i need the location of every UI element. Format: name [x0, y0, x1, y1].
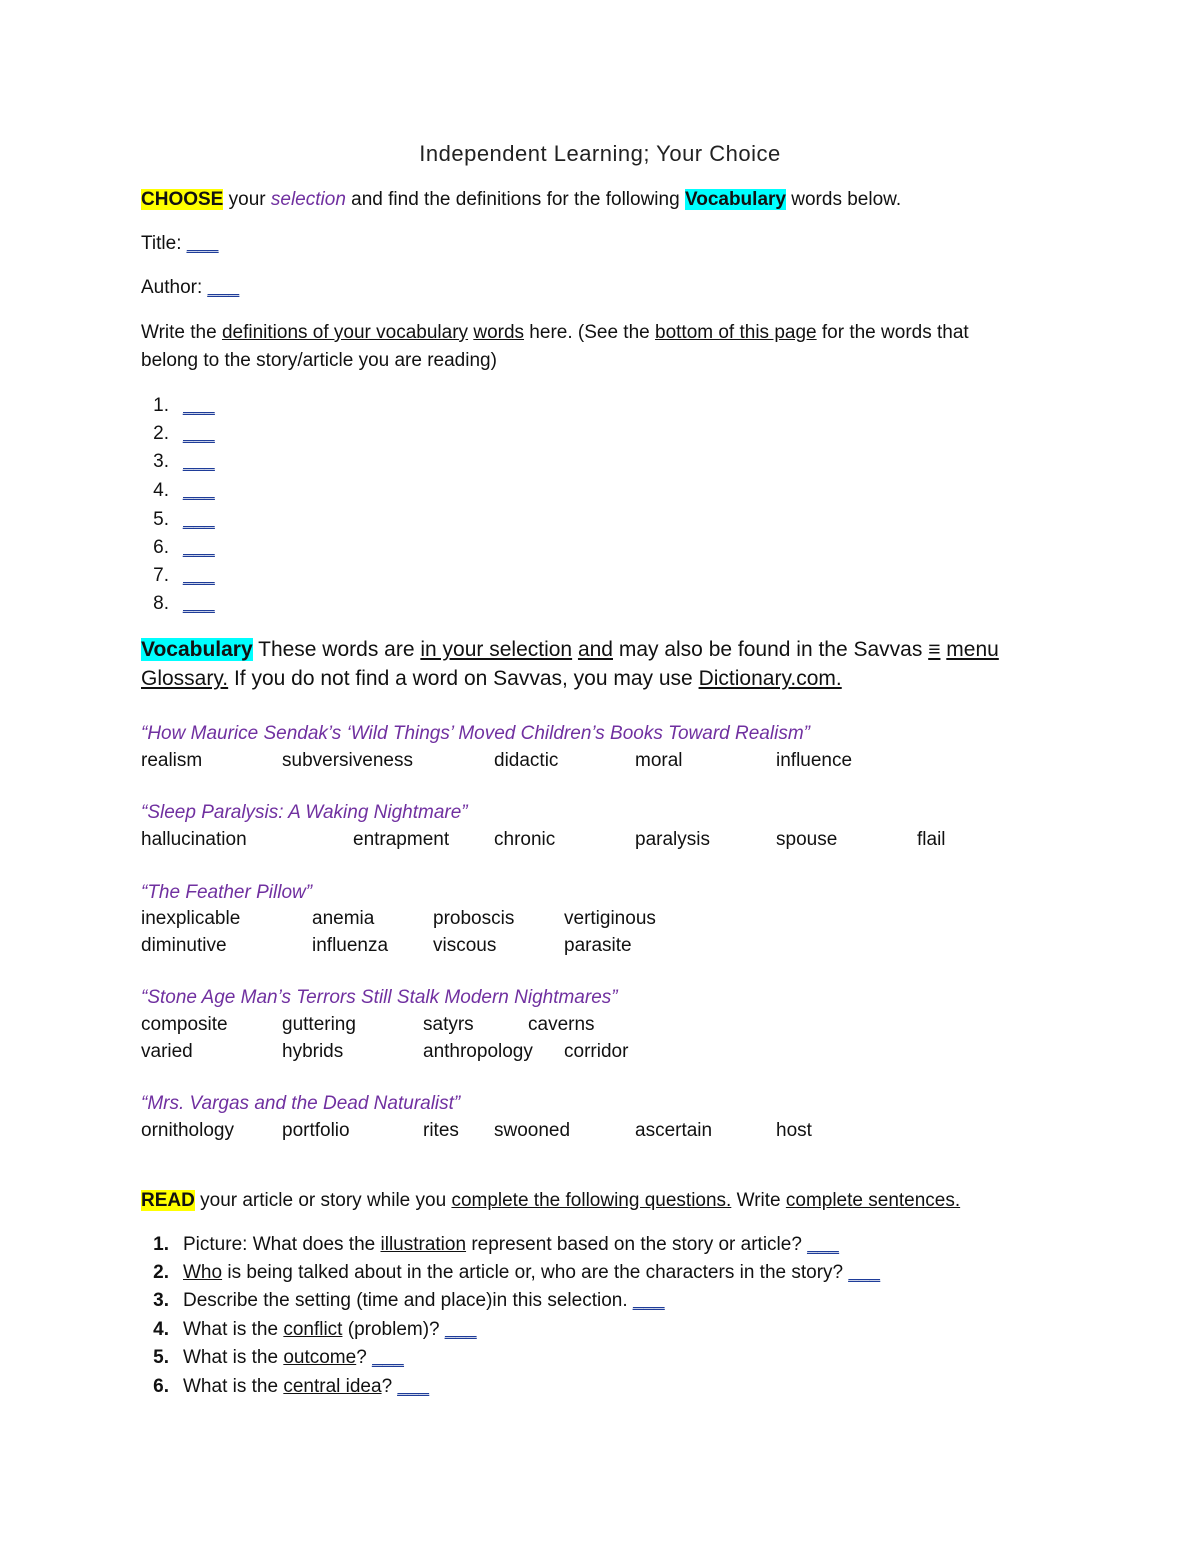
- answer-blank[interactable]: ___: [444, 1319, 477, 1340]
- vocab-word: host: [776, 1120, 812, 1141]
- question-text: ?: [381, 1376, 398, 1397]
- author-blank[interactable]: ___: [207, 277, 240, 298]
- vocab-word: paralysis: [635, 829, 710, 850]
- question-item: [141, 1290, 665, 1312]
- definition-blank[interactable]: ___: [183, 480, 215, 501]
- definition-item: [141, 509, 215, 531]
- definition-number: 8.: [153, 593, 169, 614]
- definition-number: 4.: [153, 480, 169, 501]
- vocab-word: entrapment: [353, 829, 450, 850]
- title-field: [141, 233, 218, 255]
- question-item: [141, 1262, 880, 1284]
- vocab-word: anthropology: [423, 1041, 533, 1062]
- question-text: Picture: What does the: [183, 1234, 381, 1255]
- definition-item: [141, 593, 215, 615]
- question-text: What is the: [183, 1376, 284, 1397]
- vocab-word: hybrids: [282, 1041, 344, 1062]
- write-text-bottom-link: bottom of this page: [655, 322, 817, 343]
- vocab-word: swooned: [494, 1120, 571, 1141]
- definition-number: 1.: [153, 395, 169, 416]
- definition-number: 7.: [153, 565, 169, 586]
- author-field: [141, 277, 239, 299]
- definition-item: [141, 395, 215, 417]
- read-text-c: Write: [731, 1190, 786, 1211]
- choose-keyword: CHOOSE: [141, 189, 224, 210]
- write-text-definitions: definitions of your vocabulary: [221, 322, 469, 343]
- question-item: [141, 1234, 839, 1256]
- menu-icon: ≡: [928, 638, 941, 661]
- vocab-word: spouse: [776, 829, 838, 850]
- definition-item: [141, 451, 215, 473]
- glossary-link[interactable]: Glossary.: [141, 667, 229, 690]
- vocab-note-e: may also be found in the Savvas: [613, 638, 929, 661]
- question-keyword: Who: [183, 1262, 223, 1283]
- read-text-a: your article or story while you: [194, 1190, 452, 1211]
- read-text-sentences: complete sentences.: [785, 1190, 961, 1211]
- definition-number: 5.: [153, 509, 169, 530]
- vocab-word: diminutive: [141, 935, 227, 956]
- story-title: “Stone Age Man’s Terrors Still Stalk Modern Nightmares”: [141, 987, 618, 1008]
- vocab-word: subversiveness: [282, 750, 413, 771]
- question-keyword: outcome: [283, 1347, 357, 1368]
- vocab-word: portfolio: [282, 1120, 350, 1141]
- story-title: “Mrs. Vargas and the Dead Naturalist”: [141, 1093, 461, 1114]
- title-blank[interactable]: ___: [186, 233, 219, 254]
- vocab-word: anemia: [312, 908, 375, 929]
- vocab-word: ornithology: [141, 1120, 234, 1141]
- answer-blank[interactable]: ___: [632, 1290, 665, 1311]
- question-item: [141, 1376, 429, 1398]
- answer-blank[interactable]: ___: [372, 1347, 404, 1368]
- vocab-word: ascertain: [635, 1120, 713, 1141]
- write-text-words: words: [473, 322, 525, 343]
- story-title: “Sleep Paralysis: A Waking Nightmare”: [141, 802, 468, 823]
- question-text: What is the: [183, 1319, 284, 1340]
- definition-blank[interactable]: ___: [183, 565, 215, 586]
- vocabulary-keyword: Vocabulary: [684, 189, 786, 210]
- vocab-word: inexplicable: [141, 908, 241, 929]
- vocab-word: corridor: [564, 1041, 629, 1062]
- read-text-questions: complete the following questions.: [451, 1190, 732, 1211]
- intro-text-end: words below.: [785, 189, 902, 210]
- question-number: 6.: [153, 1376, 169, 1397]
- definition-blank[interactable]: ___: [183, 509, 215, 530]
- definition-number: 6.: [153, 537, 169, 558]
- vocab-word: didactic: [494, 750, 559, 771]
- definition-blank[interactable]: ___: [183, 451, 215, 472]
- author-label: Author:: [141, 277, 208, 298]
- vocab-note-j: If you do not find a word on Savvas, you may use: [228, 667, 699, 690]
- question-number: 5.: [153, 1347, 169, 1368]
- title-label: Title:: [141, 233, 187, 254]
- question-number: 3.: [153, 1290, 169, 1311]
- intro-text-your: your: [223, 189, 271, 210]
- write-text-e: here. (See the: [524, 322, 655, 343]
- vocab-word: rites: [423, 1120, 459, 1141]
- vocab-note-a: These words are: [252, 638, 421, 661]
- vocab-word: flail: [917, 829, 946, 850]
- vocab-word: guttering: [282, 1014, 356, 1035]
- vocab-note-and: and: [577, 638, 613, 661]
- vocab-word: influenza: [312, 935, 389, 956]
- selection-word: selection: [270, 189, 346, 210]
- definition-item: [141, 423, 215, 445]
- vocab-word: realism: [141, 750, 203, 771]
- vocab-word: viscous: [433, 935, 497, 956]
- read-keyword: READ: [141, 1190, 195, 1211]
- answer-blank[interactable]: ___: [807, 1234, 839, 1255]
- vocab-word: proboscis: [433, 908, 515, 929]
- vocab-word: influence: [776, 750, 853, 771]
- vocab-note-menu: menu: [946, 638, 999, 661]
- vocabulary-note-line-1: [141, 638, 999, 662]
- definition-item: [141, 480, 215, 502]
- question-text: What is the: [183, 1347, 284, 1368]
- dictionary-link[interactable]: Dictionary.com.: [698, 667, 842, 690]
- story-title: “The Feather Pillow”: [141, 882, 313, 903]
- question-number: 4.: [153, 1319, 169, 1340]
- intro-text-mid: and find the definitions for the following: [345, 189, 685, 210]
- question-text: ?: [356, 1347, 373, 1368]
- story-title: “How Maurice Sendak’s ‘Wild Things’ Moved Children’s Books Toward Realism”: [141, 723, 810, 744]
- write-text-g: for the words that: [816, 322, 969, 343]
- question-number: 2.: [153, 1262, 169, 1283]
- question-text: (problem)?: [342, 1319, 445, 1340]
- write-instructions-line-1: [141, 322, 969, 344]
- question-number: 1.: [153, 1234, 169, 1255]
- definition-number: 3.: [153, 451, 169, 472]
- definition-blank[interactable]: ___: [183, 423, 215, 444]
- question-keyword: central idea: [283, 1376, 382, 1397]
- question-item: [141, 1319, 477, 1341]
- question-item: [141, 1347, 404, 1369]
- vocab-word: moral: [635, 750, 683, 771]
- vocabulary-note-line-2: [141, 667, 842, 691]
- vocab-word: chronic: [494, 829, 556, 850]
- write-text-a: Write the: [141, 322, 222, 343]
- definition-item: [141, 565, 215, 587]
- definition-blank[interactable]: ___: [183, 395, 215, 416]
- vocab-note-in-selection: in your selection: [420, 638, 573, 661]
- definition-blank[interactable]: ___: [183, 537, 215, 558]
- vocab-word: parasite: [564, 935, 632, 956]
- write-instructions-line-2: belong to the story/article you are reading): [141, 350, 497, 371]
- vocab-word: vertiginous: [564, 908, 656, 929]
- definition-item: [141, 537, 215, 559]
- intro-line: [141, 189, 901, 211]
- vocab-word: satyrs: [423, 1014, 474, 1035]
- vocab-word: composite: [141, 1014, 228, 1035]
- vocabulary-label: Vocabulary: [141, 638, 253, 661]
- question-keyword: conflict: [283, 1319, 343, 1340]
- page-title: Independent Learning; Your Choice: [419, 141, 781, 166]
- question-text: Describe the setting (time and place)in this selection.: [183, 1290, 633, 1311]
- read-instructions: [141, 1190, 960, 1212]
- vocab-word: hallucination: [141, 829, 247, 850]
- answer-blank[interactable]: ___: [397, 1376, 430, 1397]
- definition-number: 2.: [153, 423, 169, 444]
- answer-blank[interactable]: ___: [848, 1262, 881, 1283]
- question-keyword: illustration: [380, 1234, 467, 1255]
- vocab-word: varied: [141, 1041, 193, 1062]
- question-text: is being talked about in the article or, who are the characters in the story?: [222, 1262, 849, 1283]
- vocab-word: caverns: [528, 1014, 595, 1035]
- question-text: represent based on the story or article?: [466, 1234, 808, 1255]
- definition-blank[interactable]: ___: [183, 593, 215, 614]
